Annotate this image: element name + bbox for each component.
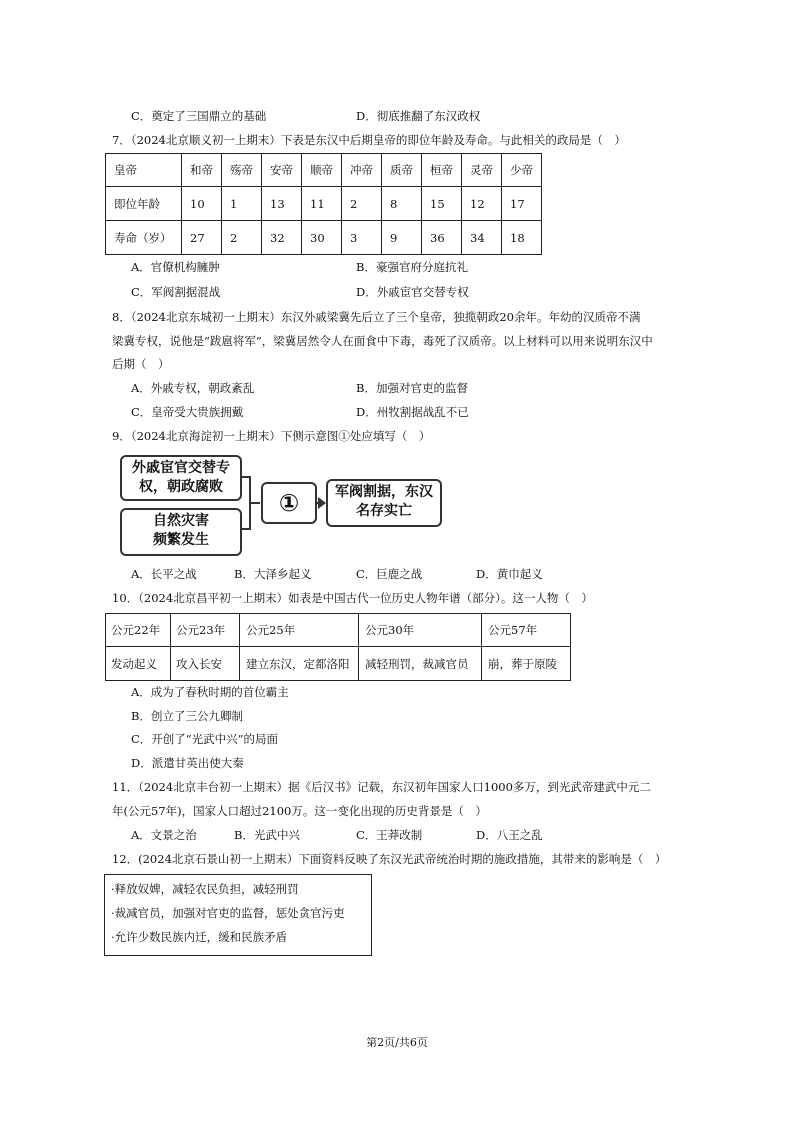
q9-option-c: C．巨鹿之战	[356, 567, 423, 581]
q12-material-line: ·释放奴婢，减轻农民负担，减轻刑罚	[111, 882, 299, 896]
q10-cell: 公元30年	[359, 614, 482, 647]
q11-option-a: A．文景之治	[131, 828, 197, 842]
q11-option-d: D．八王之乱	[476, 828, 543, 842]
q7-cell: 36	[422, 221, 462, 255]
q10-cell: 公元57年	[482, 614, 571, 647]
q11-stem-line2: 年(公元57年)，国家人口超过2100万。这一变化出现的历史背景是（ ）	[112, 804, 487, 818]
q7-cell: 10	[182, 187, 222, 221]
q9-stem: 9．（2024北京海淀初一上期末）下侧示意图①处应填写（ ）	[112, 429, 431, 443]
q7-cell: 安帝	[262, 154, 302, 187]
q8-option-d: D．州牧割据战乱不已	[356, 405, 469, 419]
q7-cell: 13	[262, 187, 302, 221]
q7-cell: 9	[382, 221, 422, 255]
q10-option-b: B．创立了三公九卿制	[131, 709, 243, 723]
q10-cell: 公元23年	[171, 614, 240, 647]
q7-option-d: D．外戚宦官交替专权	[356, 285, 469, 299]
q11-option-b: B．光武中兴	[234, 828, 300, 842]
q11-option-c: C．王莽改制	[356, 828, 423, 842]
q12-material-box	[104, 874, 372, 956]
q7-stem: 7．（2024北京顺义初一上期末）下表是东汉中后期皇帝的即位年龄及寿命。与此相关的政局是（ ）	[112, 133, 626, 147]
q10-option-d: D．派遣甘英出使大秦	[131, 756, 244, 770]
q7-cell: 11	[302, 187, 342, 221]
prev-option-c: C．奠定了三国鼎立的基础	[131, 109, 267, 123]
result-box-line1: 军阀割据，东汉	[335, 484, 433, 500]
bracket-connector	[240, 477, 260, 529]
q7-cell: 34	[462, 221, 502, 255]
q8-stem-line3: 后期（ ）	[112, 357, 170, 371]
q10-cell: 崩，葬于原陵	[482, 647, 571, 681]
q7-cell: 寿命（岁）	[106, 221, 182, 255]
q10-table	[105, 613, 571, 681]
q7-cell: 32	[262, 221, 302, 255]
cause-box-politics-line2: 权，朝政腐败	[139, 479, 223, 495]
q12-material-line: ·允许少数民族内迁，缓和民族矛盾	[111, 930, 288, 944]
q7-cell: 顺帝	[302, 154, 342, 187]
q7-cell: 2	[342, 187, 382, 221]
q12-material-line: ·裁减官员，加强对官吏的监督，惩处贪官污吏	[111, 906, 345, 920]
result-box	[326, 479, 442, 527]
cause-box-disaster-line2: 频繁发生	[153, 532, 209, 548]
q8-stem-line1: 8．（2024北京东城初一上期末）东汉外戚梁冀先后立了三个皇帝，独揽朝政20余年。年幼的汉质帝不满	[112, 310, 641, 324]
result-box-line2: 名存实亡	[356, 503, 412, 519]
q8-stem-line2: 梁冀专权，说他是“跋扈将军”，梁冀居然令人在面食中下毒，毒死了汉质帝。以上材料可以用来说明东汉中	[112, 334, 653, 348]
q10-cell: 发动起义	[106, 647, 171, 681]
q7-cell: 17	[502, 187, 542, 221]
q7-cell: 少帝	[502, 154, 542, 187]
q10-stem: 10．（2024北京昌平初一上期末）如表是中国古代一位历史人物年谱（部分）。这一人物（ ）	[112, 591, 593, 605]
blank-box-1: ①	[261, 482, 317, 524]
q9-option-b: B．大泽乡起义	[234, 567, 312, 581]
arrow-head-icon	[318, 497, 326, 509]
page-footer: 第2页/共6页	[366, 1036, 428, 1049]
q7-cell: 和帝	[182, 154, 222, 187]
q10-cell: 攻入长安	[171, 647, 240, 681]
q7-cell: 1	[222, 187, 262, 221]
q7-cell: 8	[382, 187, 422, 221]
q7-cell: 27	[182, 221, 222, 255]
q7-option-b: B．豪强官府分庭抗礼	[356, 260, 468, 274]
q7-cell: 12	[462, 187, 502, 221]
q7-cell: 冲帝	[342, 154, 382, 187]
q10-option-a: A．成为了春秋时期的首位霸主	[131, 685, 289, 699]
q7-cell: 殇帝	[222, 154, 262, 187]
q10-cell: 公元22年	[106, 614, 171, 647]
q7-cell: 15	[422, 187, 462, 221]
q7-cell: 3	[342, 221, 382, 255]
q7-option-a: A．官僚机构臃肿	[131, 260, 220, 274]
q12-stem: 12．(2024北京石景山初一上期末）下面资料反映了东汉光武帝统治时期的施政措施，其带来的影响是（ ）	[112, 852, 667, 866]
q7-cell: 2	[222, 221, 262, 255]
q10-cell: 减轻刑罚，裁减官员	[359, 647, 482, 681]
q7-cell: 18	[502, 221, 542, 255]
cause-box-disaster-line1: 自然灾害	[153, 513, 209, 529]
q7-cell: 桓帝	[422, 154, 462, 187]
q10-row-year	[106, 614, 571, 647]
q10-option-c: C．开创了“光武中兴”的局面	[131, 732, 279, 746]
q8-option-a: A．外戚专权，朝政紊乱	[131, 381, 255, 395]
cause-box-politics-line1: 外戚宦官交替专	[132, 460, 230, 476]
q8-option-c: C．皇帝受大贵族拥戴	[131, 405, 244, 419]
q7-option-c: C．军阀割据混战	[131, 285, 221, 299]
q7-cell: 灵帝	[462, 154, 502, 187]
q9-option-a: A．长平之战	[131, 567, 197, 581]
q8-option-b: B．加强对官吏的监督	[356, 381, 468, 395]
q9-option-d: D．黄巾起义	[476, 567, 543, 581]
q11-stem-line1: 11．（2024北京丰台初一上期末）据《后汉书》记载，东汉初年国家人口1000多万，到光武帝建武中元二	[112, 780, 651, 794]
q10-row-event	[106, 647, 571, 681]
prev-option-d: D．彻底推翻了东汉政权	[356, 109, 481, 123]
q10-cell: 公元25年	[240, 614, 359, 647]
q7-cell: 皇帝	[106, 154, 182, 187]
q7-cell: 即位年龄	[106, 187, 182, 221]
q7-cell: 质帝	[382, 154, 422, 187]
q10-cell: 建立东汉，定都洛阳	[240, 647, 359, 681]
q7-cell: 30	[302, 221, 342, 255]
